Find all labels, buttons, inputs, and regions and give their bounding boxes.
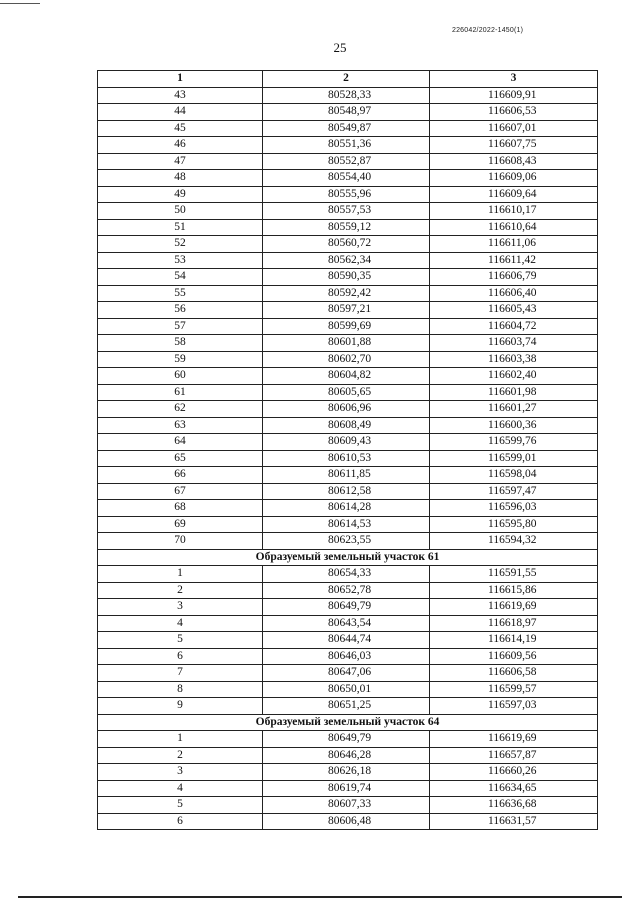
point-number-cell: 55 <box>98 285 263 302</box>
x-coordinate-cell: 80611,85 <box>263 467 430 484</box>
x-coordinate-cell: 80551,36 <box>263 137 430 154</box>
y-coordinate-cell: 116591,55 <box>430 566 598 583</box>
point-number-cell: 54 <box>98 269 263 286</box>
y-coordinate-cell: 116609,06 <box>430 170 598 187</box>
table-row <box>98 302 598 319</box>
table-row <box>98 467 598 484</box>
table-row <box>98 797 598 814</box>
x-coordinate-cell: 80614,53 <box>263 516 430 533</box>
table-row <box>98 566 598 583</box>
y-coordinate-cell: 116599,76 <box>430 434 598 451</box>
table-row <box>98 335 598 352</box>
table-row <box>98 747 598 764</box>
x-coordinate-cell: 80552,87 <box>263 153 430 170</box>
table-row <box>98 648 598 665</box>
point-number-cell: 5 <box>98 797 263 814</box>
table-row <box>98 681 598 698</box>
point-number-cell: 3 <box>98 764 263 781</box>
y-coordinate-cell: 116598,04 <box>430 467 598 484</box>
table-row <box>98 516 598 533</box>
x-coordinate-cell: 80646,28 <box>263 747 430 764</box>
point-number-cell: 61 <box>98 384 263 401</box>
x-coordinate-cell: 80602,70 <box>263 351 430 368</box>
table-row <box>98 203 598 220</box>
point-number-cell: 47 <box>98 153 263 170</box>
x-coordinate-cell: 80612,58 <box>263 483 430 500</box>
x-coordinate-cell: 80650,01 <box>263 681 430 698</box>
x-coordinate-cell: 80601,88 <box>263 335 430 352</box>
point-number-cell: 1 <box>98 731 263 748</box>
y-coordinate-cell: 116607,01 <box>430 120 598 137</box>
point-number-cell: 58 <box>98 335 263 352</box>
point-number-cell: 50 <box>98 203 263 220</box>
y-coordinate-cell: 116619,69 <box>430 599 598 616</box>
table-row <box>98 153 598 170</box>
x-coordinate-cell: 80608,49 <box>263 417 430 434</box>
point-number-cell: 4 <box>98 615 263 632</box>
point-number-cell: 51 <box>98 219 263 236</box>
table-row <box>98 731 598 748</box>
point-number-cell: 69 <box>98 516 263 533</box>
x-coordinate-cell: 80610,53 <box>263 450 430 467</box>
x-coordinate-cell: 80652,78 <box>263 582 430 599</box>
x-coordinate-cell: 80606,96 <box>263 401 430 418</box>
table-row <box>98 137 598 154</box>
table-row <box>98 533 598 550</box>
y-coordinate-cell: 116595,80 <box>430 516 598 533</box>
point-number-cell: 6 <box>98 813 263 830</box>
x-coordinate-cell: 80592,42 <box>263 285 430 302</box>
y-coordinate-cell: 116600,36 <box>430 417 598 434</box>
point-number-cell: 62 <box>98 401 263 418</box>
table-row <box>98 582 598 599</box>
top-edge-line <box>0 3 40 4</box>
table-row <box>98 186 598 203</box>
table-row <box>98 434 598 451</box>
table-row <box>98 500 598 517</box>
point-number-cell: 7 <box>98 665 263 682</box>
x-coordinate-cell: 80623,55 <box>263 533 430 550</box>
x-coordinate-cell: 80647,06 <box>263 665 430 682</box>
y-coordinate-cell: 116599,57 <box>430 681 598 698</box>
y-coordinate-cell: 116609,56 <box>430 648 598 665</box>
point-number-cell: 4 <box>98 780 263 797</box>
point-number-cell: 9 <box>98 698 263 715</box>
table-row <box>98 615 598 632</box>
table-row <box>98 252 598 269</box>
y-coordinate-cell: 116611,42 <box>430 252 598 269</box>
y-coordinate-cell: 116609,91 <box>430 87 598 104</box>
table-row <box>98 285 598 302</box>
y-coordinate-cell: 116594,32 <box>430 533 598 550</box>
x-coordinate-cell: 80597,21 <box>263 302 430 319</box>
y-coordinate-cell: 116609,64 <box>430 186 598 203</box>
y-coordinate-cell: 116606,58 <box>430 665 598 682</box>
bottom-edge-line <box>18 896 622 898</box>
table-row <box>98 764 598 781</box>
table-row <box>98 236 598 253</box>
y-coordinate-cell: 116603,38 <box>430 351 598 368</box>
table-row <box>98 351 598 368</box>
x-coordinate-cell: 80643,54 <box>263 615 430 632</box>
point-number-cell: 8 <box>98 681 263 698</box>
table-row <box>98 368 598 385</box>
table-row <box>98 401 598 418</box>
point-number-cell: 2 <box>98 747 263 764</box>
header-col-x: 2 <box>263 71 430 88</box>
point-number-cell: 56 <box>98 302 263 319</box>
table-row <box>98 483 598 500</box>
point-number-cell: 63 <box>98 417 263 434</box>
table-row <box>98 632 598 649</box>
x-coordinate-cell: 80557,53 <box>263 203 430 220</box>
section-header-row <box>98 714 598 731</box>
table-row <box>98 599 598 616</box>
point-number-cell: 43 <box>98 87 263 104</box>
x-coordinate-cell: 80646,03 <box>263 648 430 665</box>
table-row <box>98 170 598 187</box>
table-body <box>98 87 598 830</box>
y-coordinate-cell: 116597,03 <box>430 698 598 715</box>
x-coordinate-cell: 80605,65 <box>263 384 430 401</box>
x-coordinate-cell: 80614,28 <box>263 500 430 517</box>
point-number-cell: 3 <box>98 599 263 616</box>
x-coordinate-cell: 80649,79 <box>263 599 430 616</box>
y-coordinate-cell: 116599,01 <box>430 450 598 467</box>
y-coordinate-cell: 116606,53 <box>430 104 598 121</box>
table-row <box>98 269 598 286</box>
point-number-cell: 49 <box>98 186 263 203</box>
y-coordinate-cell: 116610,64 <box>430 219 598 236</box>
y-coordinate-cell: 116597,47 <box>430 483 598 500</box>
table-row <box>98 384 598 401</box>
y-coordinate-cell: 116610,17 <box>430 203 598 220</box>
point-number-cell: 53 <box>98 252 263 269</box>
y-coordinate-cell: 116607,75 <box>430 137 598 154</box>
table-row <box>98 450 598 467</box>
point-number-cell: 48 <box>98 170 263 187</box>
y-coordinate-cell: 116631,57 <box>430 813 598 830</box>
y-coordinate-cell: 116618,97 <box>430 615 598 632</box>
x-coordinate-cell: 80619,74 <box>263 780 430 797</box>
section-header-row <box>98 549 598 566</box>
point-number-cell: 46 <box>98 137 263 154</box>
x-coordinate-cell: 80559,12 <box>263 219 430 236</box>
x-coordinate-cell: 80644,74 <box>263 632 430 649</box>
y-coordinate-cell: 116660,26 <box>430 764 598 781</box>
y-coordinate-cell: 116601,27 <box>430 401 598 418</box>
section-title: Образуемый земельный участок 61 <box>98 549 598 566</box>
point-number-cell: 64 <box>98 434 263 451</box>
x-coordinate-cell: 80651,25 <box>263 698 430 715</box>
header-col-number: 1 <box>98 71 263 88</box>
y-coordinate-cell: 116615,86 <box>430 582 598 599</box>
table-header-row <box>98 71 598 88</box>
y-coordinate-cell: 116619,69 <box>430 731 598 748</box>
x-coordinate-cell: 80609,43 <box>263 434 430 451</box>
x-coordinate-cell: 80626,18 <box>263 764 430 781</box>
table-row <box>98 318 598 335</box>
x-coordinate-cell: 80554,40 <box>263 170 430 187</box>
x-coordinate-cell: 80549,87 <box>263 120 430 137</box>
point-number-cell: 6 <box>98 648 263 665</box>
y-coordinate-cell: 116603,74 <box>430 335 598 352</box>
table-row <box>98 813 598 830</box>
y-coordinate-cell: 116611,06 <box>430 236 598 253</box>
x-coordinate-cell: 80590,35 <box>263 269 430 286</box>
y-coordinate-cell: 116608,43 <box>430 153 598 170</box>
point-number-cell: 5 <box>98 632 263 649</box>
header-col-y: 3 <box>430 71 598 88</box>
point-number-cell: 66 <box>98 467 263 484</box>
document-id: 226042/2022-1450(1) <box>452 27 524 34</box>
y-coordinate-cell: 116596,03 <box>430 500 598 517</box>
section-title: Образуемый земельный участок 64 <box>98 714 598 731</box>
y-coordinate-cell: 116634,65 <box>430 780 598 797</box>
point-number-cell: 45 <box>98 120 263 137</box>
point-number-cell: 52 <box>98 236 263 253</box>
point-number-cell: 65 <box>98 450 263 467</box>
x-coordinate-cell: 80548,97 <box>263 104 430 121</box>
point-number-cell: 44 <box>98 104 263 121</box>
x-coordinate-cell: 80607,33 <box>263 797 430 814</box>
page-number: 25 <box>333 40 347 55</box>
y-coordinate-cell: 116601,98 <box>430 384 598 401</box>
y-coordinate-cell: 116614,19 <box>430 632 598 649</box>
x-coordinate-cell: 80654,33 <box>263 566 430 583</box>
point-number-cell: 67 <box>98 483 263 500</box>
y-coordinate-cell: 116606,40 <box>430 285 598 302</box>
y-coordinate-cell: 116605,43 <box>430 302 598 319</box>
y-coordinate-cell: 116636,68 <box>430 797 598 814</box>
x-coordinate-cell: 80606,48 <box>263 813 430 830</box>
x-coordinate-cell: 80560,72 <box>263 236 430 253</box>
x-coordinate-cell: 80528,33 <box>263 87 430 104</box>
point-number-cell: 70 <box>98 533 263 550</box>
x-coordinate-cell: 80562,34 <box>263 252 430 269</box>
table-row <box>98 120 598 137</box>
point-number-cell: 57 <box>98 318 263 335</box>
table-row <box>98 780 598 797</box>
x-coordinate-cell: 80599,69 <box>263 318 430 335</box>
point-number-cell: 1 <box>98 566 263 583</box>
y-coordinate-cell: 116606,79 <box>430 269 598 286</box>
y-coordinate-cell: 116602,40 <box>430 368 598 385</box>
point-number-cell: 59 <box>98 351 263 368</box>
point-number-cell: 60 <box>98 368 263 385</box>
table-row <box>98 104 598 121</box>
coordinates-table <box>97 70 598 830</box>
x-coordinate-cell: 80649,79 <box>263 731 430 748</box>
y-coordinate-cell: 116657,87 <box>430 747 598 764</box>
table-row <box>98 665 598 682</box>
table-row <box>98 219 598 236</box>
table-row <box>98 417 598 434</box>
x-coordinate-cell: 80604,82 <box>263 368 430 385</box>
point-number-cell: 68 <box>98 500 263 517</box>
point-number-cell: 2 <box>98 582 263 599</box>
table-row <box>98 698 598 715</box>
x-coordinate-cell: 80555,96 <box>263 186 430 203</box>
table-row <box>98 87 598 104</box>
y-coordinate-cell: 116604,72 <box>430 318 598 335</box>
